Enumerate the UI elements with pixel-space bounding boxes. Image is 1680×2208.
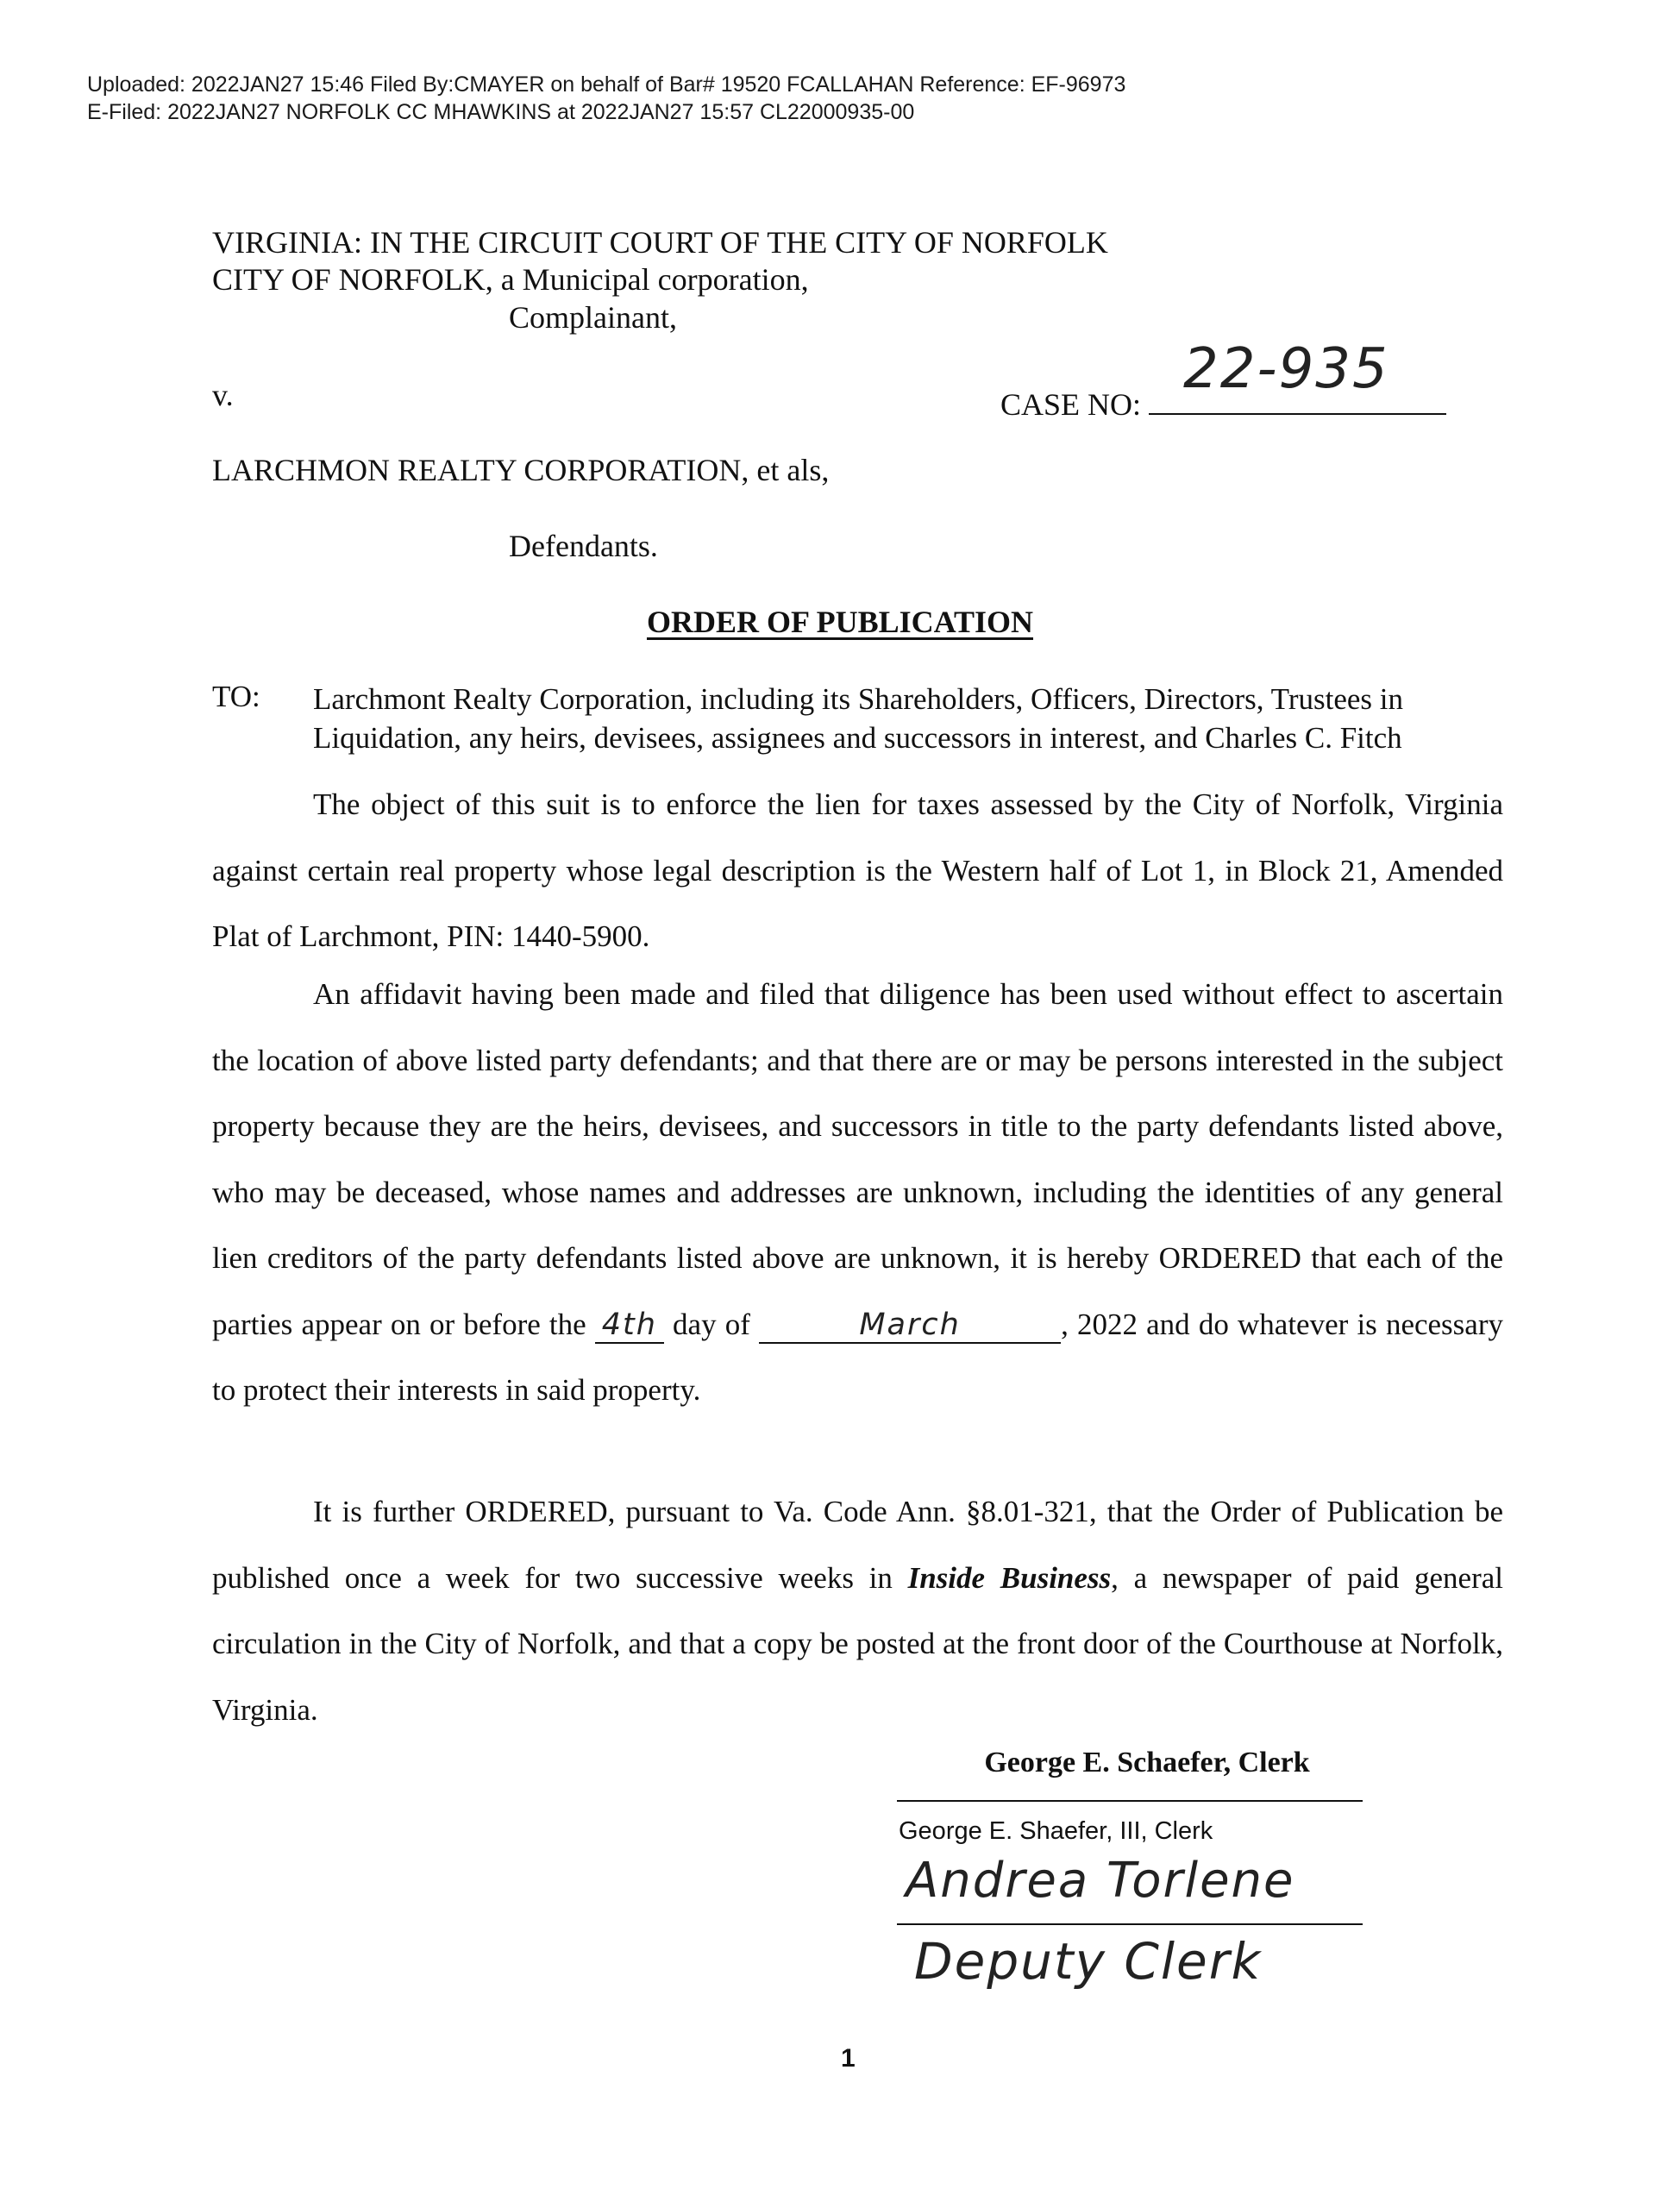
paragraph-object-of-suit: The object of this suit is to enforce the lien for taxes assessed by the City of Norfolk, Virginia against certain real property whose legal description is the Western half of Lot 1, in Block 21, Amended Plat of Larchmont, PIN: 1440-5900.	[212, 787, 1503, 953]
appearance-text: , 2022 and do whatever is necessary to protect their interests in said property.	[212, 1307, 1503, 1407]
to-recipients: Larchmont Realty Corporation, including its Shareholders, Officers, Directors, Trustees in Liquidation, any heirs, devisees, assignees and successors in interest, and Charles C. Fitch	[313, 682, 1403, 755]
publication-text: It is further ORDERED, pursuant to Va. Code Ann. §8.01-321, that the Order of Publication be published once a week for two successive weeks in	[212, 1495, 1503, 1595]
day-of-label: day of	[673, 1307, 750, 1341]
versus-label: v.	[212, 378, 234, 412]
efiling-stamp	[87, 71, 1125, 126]
signature-rule	[897, 1800, 1363, 1802]
court-heading: VIRGINIA: IN THE CIRCUIT COURT OF THE CITY OF NORFOLK	[212, 225, 1108, 260]
upload-stamp-line: Uploaded: 2022JAN27 15:46 Filed By:CMAYER on behalf of Bar# 19520 FCALLAHAN Reference: EF-96973	[87, 72, 1126, 97]
clerk-typed-name: George E. Shaefer, III, Clerk	[899, 1817, 1213, 1845]
plaintiff-role: Complainant,	[509, 300, 677, 335]
deputy-signature: Andrea Torlene	[906, 1853, 1295, 1909]
day-handwritten: 4th	[595, 1308, 664, 1344]
clerk-stamp-name: George E. Schaefer, Clerk	[984, 1747, 1310, 1778]
case-number-label: CASE NO:	[1000, 387, 1142, 422]
efiled-stamp-line: E-Filed: 2022JAN27 NORFOLK CC MHAWKINS at 2022JAN27 15:57 CL22000935-00	[87, 100, 915, 124]
plaintiff-name: CITY OF NORFOLK, a Municipal corporation,	[212, 262, 809, 297]
newspaper-name: Inside Business	[907, 1560, 1112, 1595]
to-label: TO:	[212, 680, 260, 713]
signature-block	[897, 1747, 1363, 1991]
defendant-name: LARCHMON REALTY CORPORATION, et als,	[212, 453, 830, 487]
month-handwritten: March	[759, 1308, 1061, 1344]
case-number-line	[1149, 337, 1446, 415]
document-title: ORDER OF PUBLICATION	[646, 605, 1034, 639]
case-number-handwritten: 22-935	[1183, 337, 1389, 401]
deputy-title-handwritten: Deputy Clerk	[914, 1932, 1263, 1991]
defendant-role: Defendants.	[509, 529, 658, 563]
paragraph-publication	[212, 1479, 1503, 1743]
publication-text-end: , a newspaper of paid general circulation in the City of Norfolk, and that a copy be posted at the front door of the Courthouse at Norfolk, Virginia.	[212, 1560, 1503, 1727]
paragraph-affidavit	[212, 962, 1503, 1424]
case-number-field	[1000, 337, 1446, 424]
deputy-signature-rule	[897, 1923, 1363, 1925]
affidavit-text: An affidavit having been made and filed that diligence has been used without effect to ascertain the location of above listed party defendants; and that there are or may be persons interested in the subject property because they are the heirs, devisees, and successors in title to the party defendants listed above, who may be deceased, whose names and addresses are unknown, including the identities of any general lien creditors of the party defendants listed above are unknown, it is hereby ORDERED that each of the parties appear on or before the	[212, 977, 1503, 1341]
page-number: 1	[841, 2044, 856, 2073]
